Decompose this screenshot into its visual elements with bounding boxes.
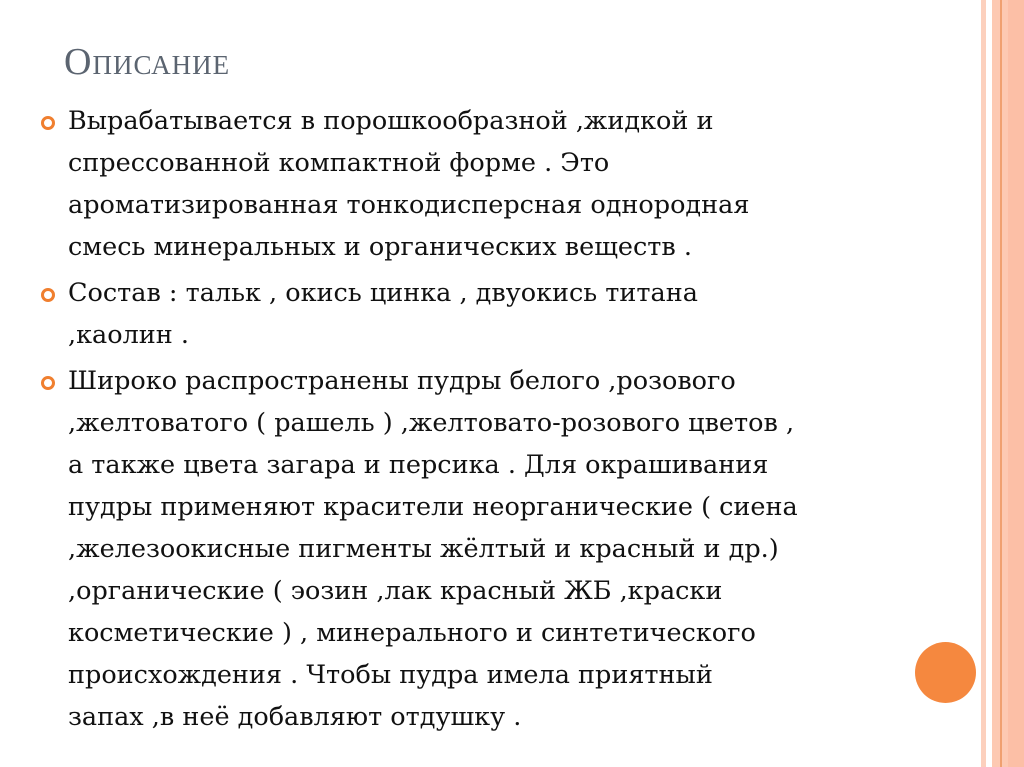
bullet-item	[40, 272, 798, 356]
bullet-line: Вырабатывается в порошкообразной ,жидкой и	[68, 106, 714, 136]
bullet-line: происхождения . Чтобы пудра имела приятный	[68, 660, 713, 690]
bullet-line: ,каолин .	[68, 320, 190, 350]
bullet-line: смесь минеральных и органических веществ .	[68, 232, 692, 262]
bullet-line: пудры применяют красители неорганические ( сиена	[68, 492, 798, 522]
bullet-line: ,железоокисные пигменты жёлтый и красный и др.)	[68, 534, 779, 564]
bullet-line: косметические ) , минерального и синтетического	[68, 618, 756, 648]
decor-stripe	[1000, 0, 1002, 767]
bullet-line: спрессованной компактной форме . Это	[68, 148, 610, 178]
bullet-list	[40, 100, 798, 742]
bullet-circle-icon	[41, 376, 55, 390]
bullet-line: ,желтоватого ( рашель ) ,желтовато-розового цветов ,	[68, 408, 795, 438]
decor-stripe	[981, 0, 986, 767]
bullet-line: ,органические ( эозин ,лак красный ЖБ ,краски	[68, 576, 723, 606]
bullet-line: Состав : тальк , окись цинка , двуокись титана	[68, 278, 698, 308]
bullet-item	[40, 360, 798, 738]
bullet-circle-icon	[41, 288, 55, 302]
decor-stripe	[1008, 0, 1024, 767]
bullet-line: ароматизированная тонкодисперсная однородная	[68, 190, 750, 220]
bullet-circle-icon	[41, 116, 55, 130]
bullet-line: Широко распространены пудры белого ,розового	[68, 366, 736, 396]
slide-title: Описание	[64, 41, 231, 83]
bullet-item	[40, 100, 798, 268]
bullet-line: запах ,в неё добавляют отдушку .	[68, 702, 522, 732]
bullet-line: а также цвета загара и персика . Для окрашивания	[68, 450, 769, 480]
decor-orange-circle	[915, 642, 976, 703]
